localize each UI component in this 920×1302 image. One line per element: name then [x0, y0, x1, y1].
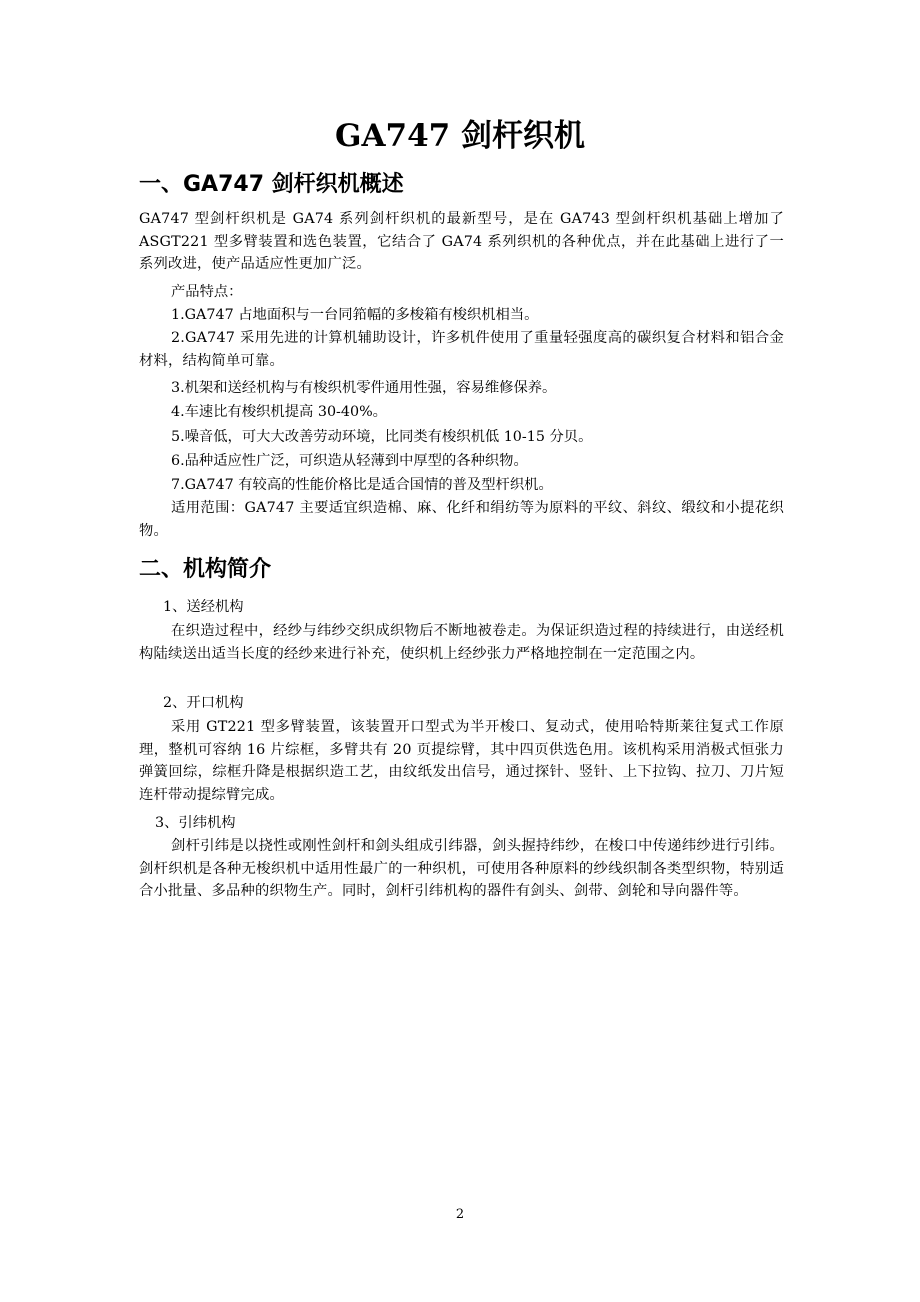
mechanism-label: 3、引纬机构	[155, 815, 236, 831]
page-number: 2	[455, 1207, 465, 1222]
feature-item: 4.车速比有梭织机提高 30-40%。	[171, 404, 387, 420]
feature-item: 3.机架和送经机构与有梭织机零件通用性强，容易维修保养。	[171, 380, 557, 396]
feature-item: 7.GA747 有较高的性能价格比是适合国情的普及型杆织机。	[171, 477, 553, 493]
mechanism-text: 采用 GT221 型多臂装置，该装置开口型式为半开梭口、复动式，使用哈特斯莱往复式工作原理，整机可容纳 16 片综框，多臂共有 20 页提综臂，其中四页供选色用。该机构采用消极式恒张力弹簧回综，综框升降是根据织造工艺，由纹纸发出信号，通过探针、竖针、上下拉钩、拉刀、刀片短连杆带动提综臂完成。	[139, 719, 784, 803]
section-heading-overview: 一、GA747 剑杆织机概述	[139, 172, 404, 197]
feature-item: 5.噪音低，可大大改善劳动环境，比同类有梭织机低 10-15 分贝。	[171, 429, 593, 445]
mechanism-label: 2、开口机构	[163, 695, 244, 711]
feature-item: 6.品种适应性广泛，可织造从轻薄到中厚型的各种织物。	[171, 453, 528, 469]
overview-paragraph: GA747 型剑杆织机是 GA74 系列剑杆织机的最新型号，是在 GA743 型剑杆织机基础上增加了 ASGT221 型多臂装置和选色装置，它结合了 GA74 系列织机的各种优点，并在此基础上进行了一系列改进，使产品适应性更加广泛。	[139, 211, 784, 272]
mechanism-text: 剑杆引纬是以挠性或刚性剑杆和剑头组成引纬器，剑头握持纬纱，在梭口中传递纬纱进行引纬。剑杆织机是各种无梭织机中适用性最广的一种织机，可使用各种原料的纱线织制各类型织物，特别适合小批量、多品种的织物生产。同时，剑杆引纬机构的器件有剑头、剑带、剑轮和导向器件等。	[139, 838, 784, 899]
mechanism-text: 在织造过程中，经纱与纬纱交织成织物后不断地被卷走。为保证织造过程的持续进行，由送经机构陆续送出适当长度的经纱来进行补充，使织机上经纱张力严格地控制在一定范围之内。	[139, 623, 784, 662]
scope-paragraph: 适用范围：GA747 主要适宜织造棉、麻、化纤和绢纺等为原料的平纹、斜纹、缎纹和小提花织物。	[139, 500, 784, 539]
mechanism-label: 1、送经机构	[163, 599, 244, 615]
feature-item: 2.GA747 采用先进的计算机辅助设计，许多机件使用了重量轻强度高的碳织复合材料和铝合金材料，结构简单可靠。	[139, 330, 784, 369]
feature-item: 1.GA747 占地面积与一台同筘幅的多梭箱有梭织机相当。	[171, 307, 539, 323]
section-heading-mechanisms: 二、机构简介	[139, 557, 272, 582]
features-label: 产品特点：	[171, 284, 243, 300]
document-title: GA747 剑杆织机	[334, 118, 586, 154]
